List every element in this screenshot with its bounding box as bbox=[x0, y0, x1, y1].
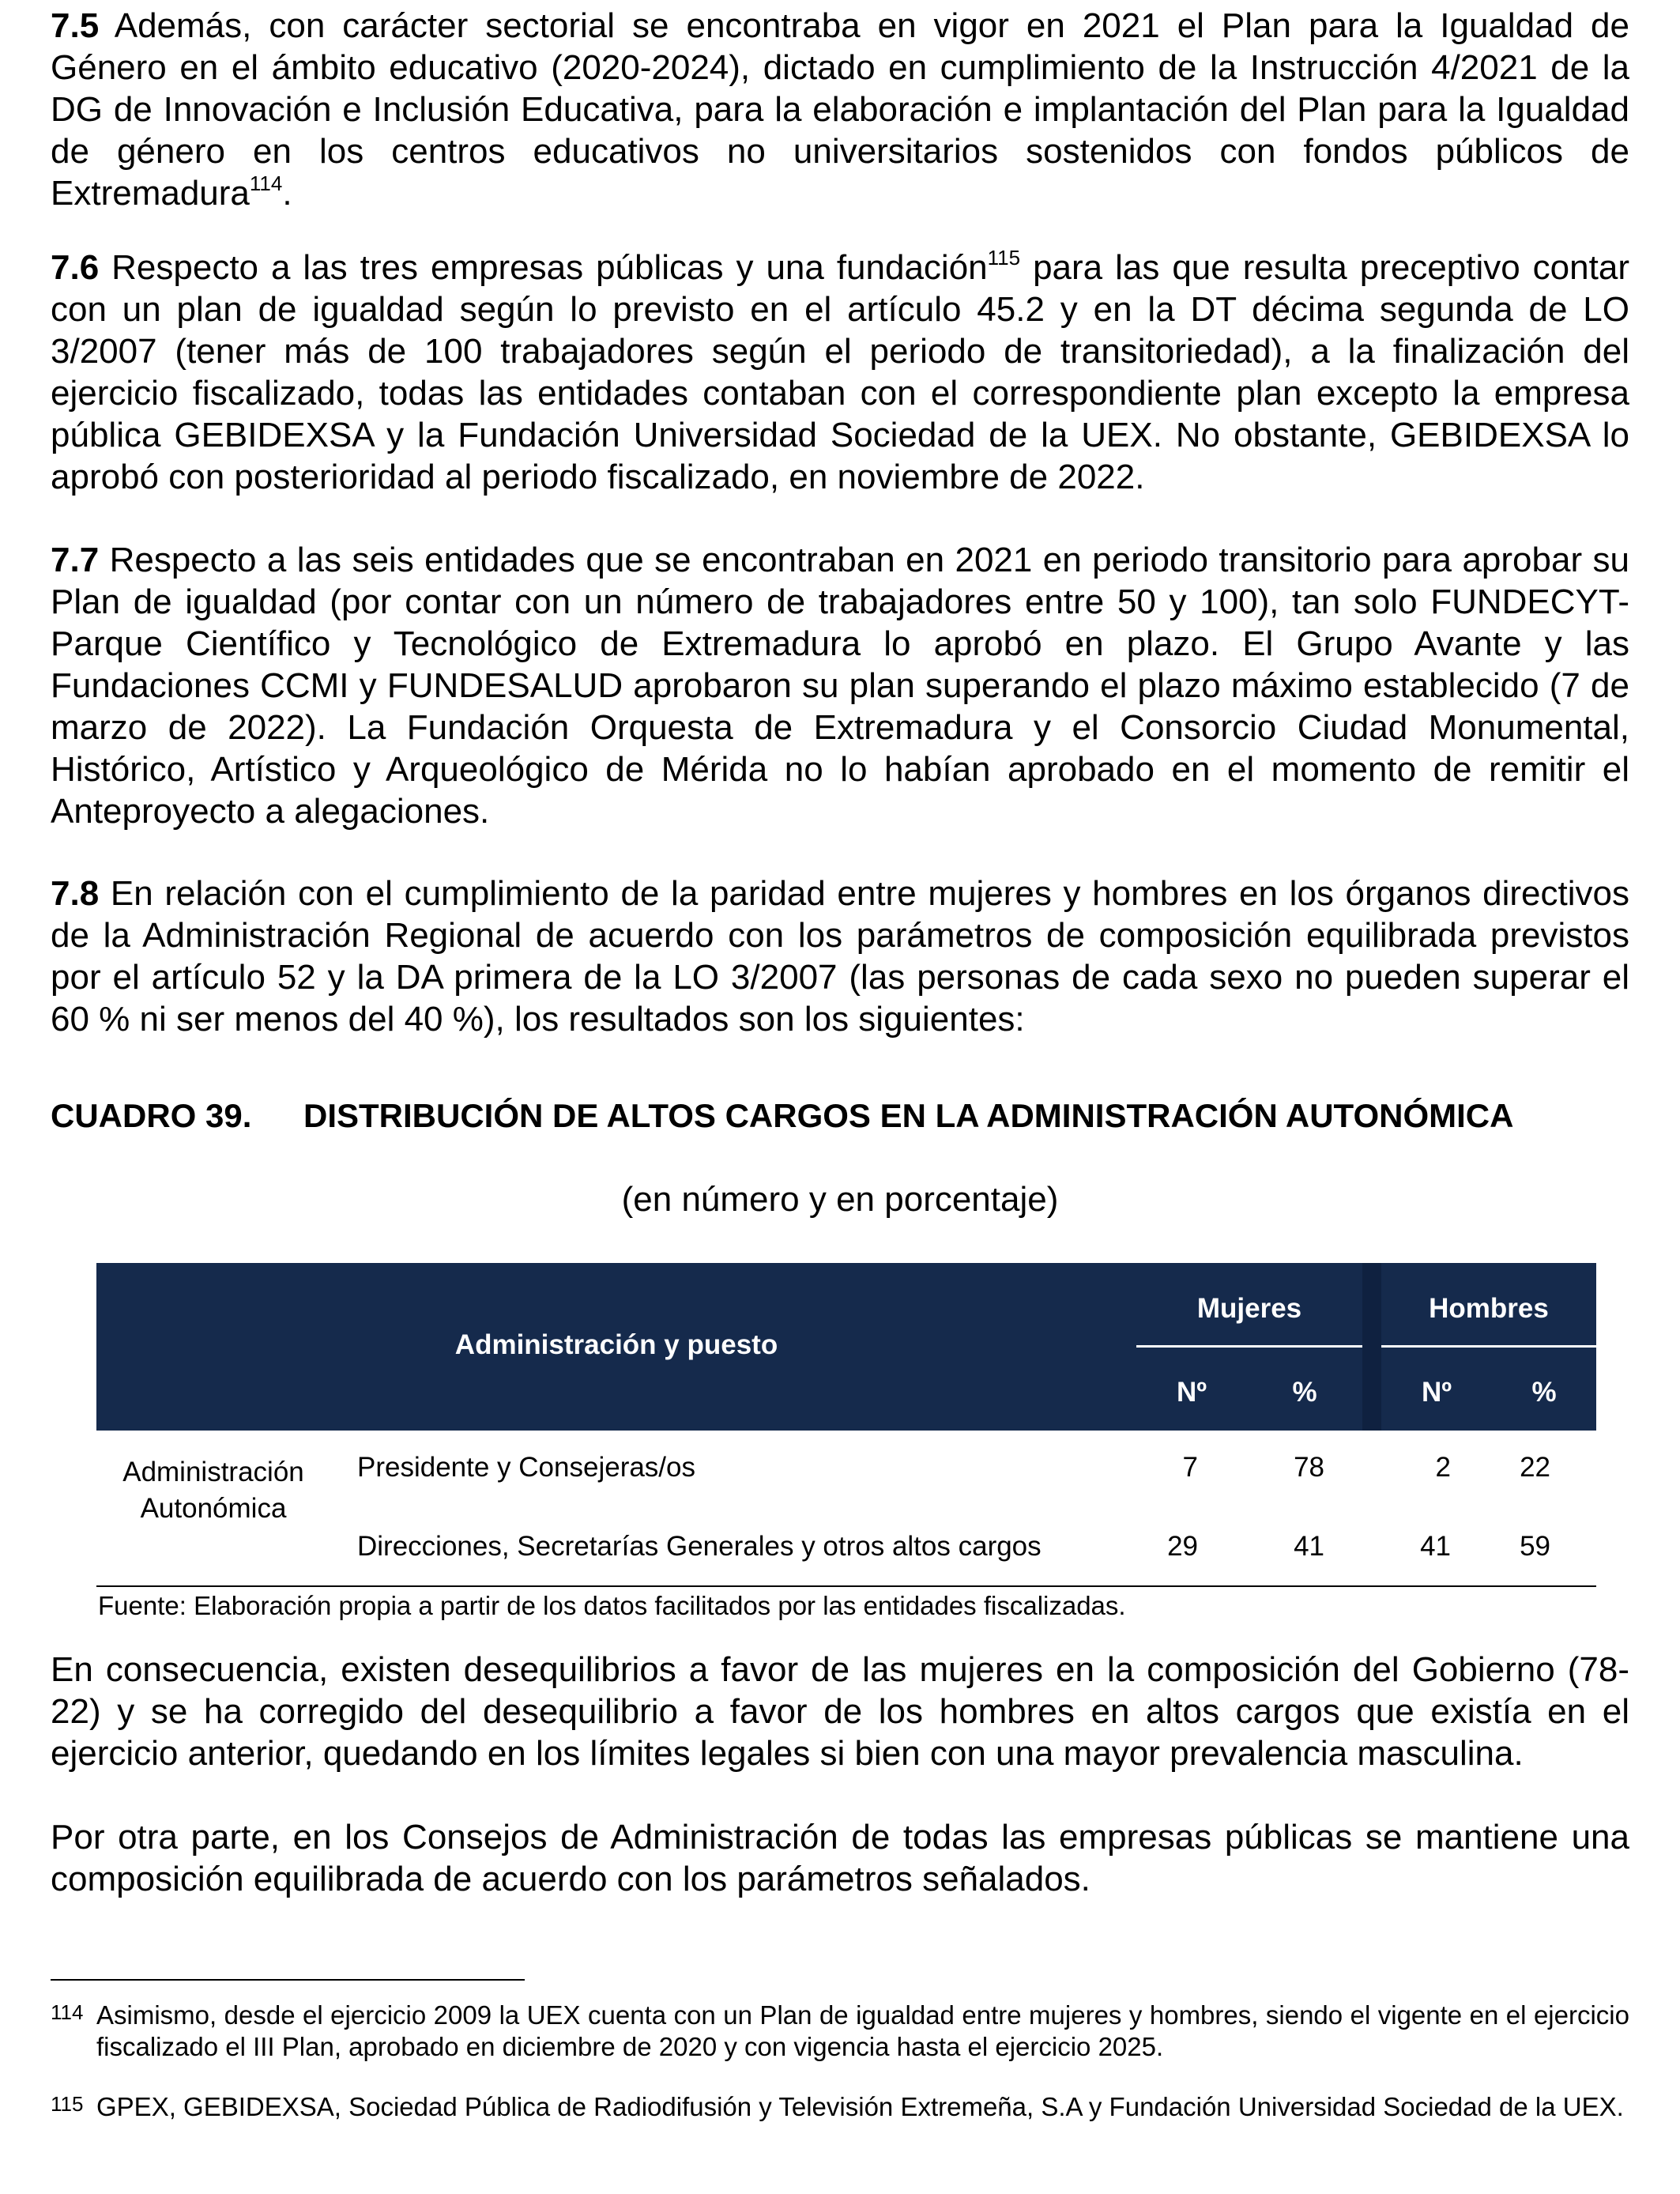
footnote-number: 115 bbox=[51, 2092, 84, 2116]
paragraph-text: En relación con el cumplimiento de la paridad entre mujeres y hombres en los órganos directivos de la Administración Regional de acuerdo con los parámetros de composición equilibrada previstos por el artículo 52 y la DA primera de la LO 3/2007 (las personas de cada sexo no pueden superar el 60 % ni ser menos del 40 %), los resultados son los siguientes: bbox=[51, 874, 1630, 1039]
footnote-number: 114 bbox=[51, 2000, 84, 2024]
footnote-separator bbox=[51, 1979, 525, 1981]
paragraph-number: 7.7 bbox=[51, 541, 100, 579]
header-divider bbox=[1381, 1345, 1596, 1348]
header-hombres-pct: % bbox=[1531, 1377, 1557, 1408]
footnote-114 bbox=[51, 2000, 1629, 2063]
table-title bbox=[51, 1094, 1513, 1138]
table-header bbox=[96, 1263, 1596, 1431]
table-source: Fuente: Elaboración propia a partir de los datos facilitados por las entidades fiscalizadas. bbox=[98, 1591, 1126, 1620]
paragraph-text: Respecto a las tres empresas públicas y una fundación bbox=[111, 248, 988, 287]
cell-mujeres-pct: 41 bbox=[1294, 1531, 1324, 1562]
header-administracion: Administración y puesto bbox=[454, 1329, 778, 1360]
paragraph-consecuencia: En consecuencia, existen desequilibrios a favor de las mujeres en la composición del Gobierno (78-22) y se ha corregido del desequilibrio a favor de los hombres en altos cargos que existía en el ejercicio anterior, quedando en los límites legales si bien con una mayor prevalencia masculina. bbox=[51, 1650, 1629, 1773]
header-mujeres-pct: % bbox=[1292, 1377, 1317, 1408]
paragraph-text: Además, con carácter sectorial se encontraba en vigor en 2021 el Plan para la Igualdad de Género en el ámbito educativo (2020-2024), dictado en cumplimiento de la Instrucción 4/2021 de la DG de Innovación e Inclusión Educativa, para la elaboración e implantación del Plan para la Igualdad de género en los centros educativos no universitarios sostenidos con fondos públicos de Extremadura bbox=[51, 6, 1629, 213]
footnote-ref-115[interactable]: 115 bbox=[987, 246, 1021, 270]
footnote-115 bbox=[51, 2091, 1629, 2123]
paragraph-text-cont: para las que resulta preceptivo contar con un plan de igualdad según lo previsto en el artículo 45.2 y en la DT décima segunda de LO 3/2007 (tener más de 100 trabajadores según el periodo de transitoriedad), a la finalización del ejercicio fiscalizado, todas las entidades contaban con el correspondiente plan excepto la empresa pública GEBIDEXSA y la Fundación Universidad Sociedad de la UEX. No obstante, GEBIDEXSA lo aprobó con posterioridad al periodo fiscalizado, en noviembre de 2022. bbox=[51, 248, 1629, 496]
row-label: Direcciones, Secretarías Generales y otros altos cargos bbox=[357, 1531, 1042, 1562]
footnote-text: Asimismo, desde el ejercicio 2009 la UEX cuenta con un Plan de igualdad entre mujeres y hombres, siendo el vigente en el ejercicio fiscalizado el III Plan, aprobado en diciembre de 2020 y con vigencia hasta el ejercicio 2025. bbox=[96, 2000, 1629, 2061]
header-separator bbox=[1362, 1263, 1381, 1431]
table-number: CUADRO 39. bbox=[51, 1097, 252, 1134]
paragraph-number: 7.6 bbox=[51, 248, 100, 287]
footnote-text: GPEX, GEBIDEXSA, Sociedad Pública de Radiodifusión y Televisión Extremeña, S.A y Fundación Universidad Sociedad de la UEX. bbox=[96, 2092, 1624, 2121]
cell-mujeres-n: 7 bbox=[1182, 1452, 1198, 1483]
cell-hombres-pct: 22 bbox=[1520, 1452, 1550, 1483]
table-bottom-rule bbox=[96, 1585, 1596, 1587]
table-title-text: DISTRIBUCIÓN DE ALTOS CARGOS EN LA ADMINISTRACIÓN AUTONÓMICA bbox=[303, 1097, 1514, 1134]
cell-hombres-pct: 59 bbox=[1520, 1531, 1550, 1562]
paragraph-7-8 bbox=[51, 873, 1629, 1040]
header-divider bbox=[1136, 1345, 1362, 1348]
cell-mujeres-n: 29 bbox=[1167, 1531, 1198, 1562]
paragraph-number: 7.5 bbox=[51, 6, 100, 45]
header-mujeres: Mujeres bbox=[1196, 1293, 1302, 1324]
group-label: Administración Autonómica bbox=[122, 1457, 304, 1524]
paragraph-7-6 bbox=[51, 247, 1629, 498]
header-hombres: Hombres bbox=[1429, 1293, 1549, 1324]
cell-hombres-n: 41 bbox=[1420, 1531, 1451, 1562]
cell-mujeres-pct: 78 bbox=[1294, 1452, 1324, 1483]
table-subtitle: (en número y en porcentaje) bbox=[621, 1180, 1059, 1219]
paragraph-otra-parte: Por otra parte, en los Consejos de Administración de todas las empresas públicas se mantiene una composición equilibrada de acuerdo con los parámetros señalados. bbox=[51, 1818, 1629, 1898]
paragraph-7-7 bbox=[51, 539, 1629, 832]
cell-hombres-n: 2 bbox=[1435, 1452, 1451, 1483]
paragraph-text: Respecto a las seis entidades que se encontraban en 2021 en periodo transitorio para aprobar su Plan de igualdad (por contar con un número de trabajadores entre 50 y 100), tan solo FUNDECYT-Parque Científico y Tecnológico de Extremadura lo aprobó en plazo. El Grupo Avante y las Fundaciones CCMI y FUNDESALUD aprobaron su plan superando el plazo máximo establecido (7 de marzo de 2022). La Fundación Orquesta de Extremadura y el Consorcio Ciudad Monumental, Histórico, Artístico y Arqueológico de Mérida no lo habían aprobado en el momento de remitir el Anteproyecto a alegaciones. bbox=[51, 541, 1629, 831]
header-hombres-n: Nº bbox=[1421, 1377, 1452, 1408]
paragraph-number: 7.8 bbox=[51, 874, 100, 913]
footnote-ref-114[interactable]: 114 bbox=[249, 172, 283, 196]
paragraph-7-5: 7.5 Además, con carácter sectorial se encontraba en vigor en 2021 el Plan para la Igualdad de Género en el ámbito educativo (2020-2024), dictado en cumplimiento de la Instrucción 4/2021 de la DG de Innovación e Inclusión Educativa, para la elaboración e implantación del Plan para la Igualdad de género en los centros educativos no universitarios sostenidos con fondos públicos de Extremadura$^{114}$. bbox=[51, 6, 1629, 213]
row-label: Presidente y Consejeras/os bbox=[357, 1452, 695, 1483]
header-mujeres-n: Nº bbox=[1176, 1377, 1207, 1408]
